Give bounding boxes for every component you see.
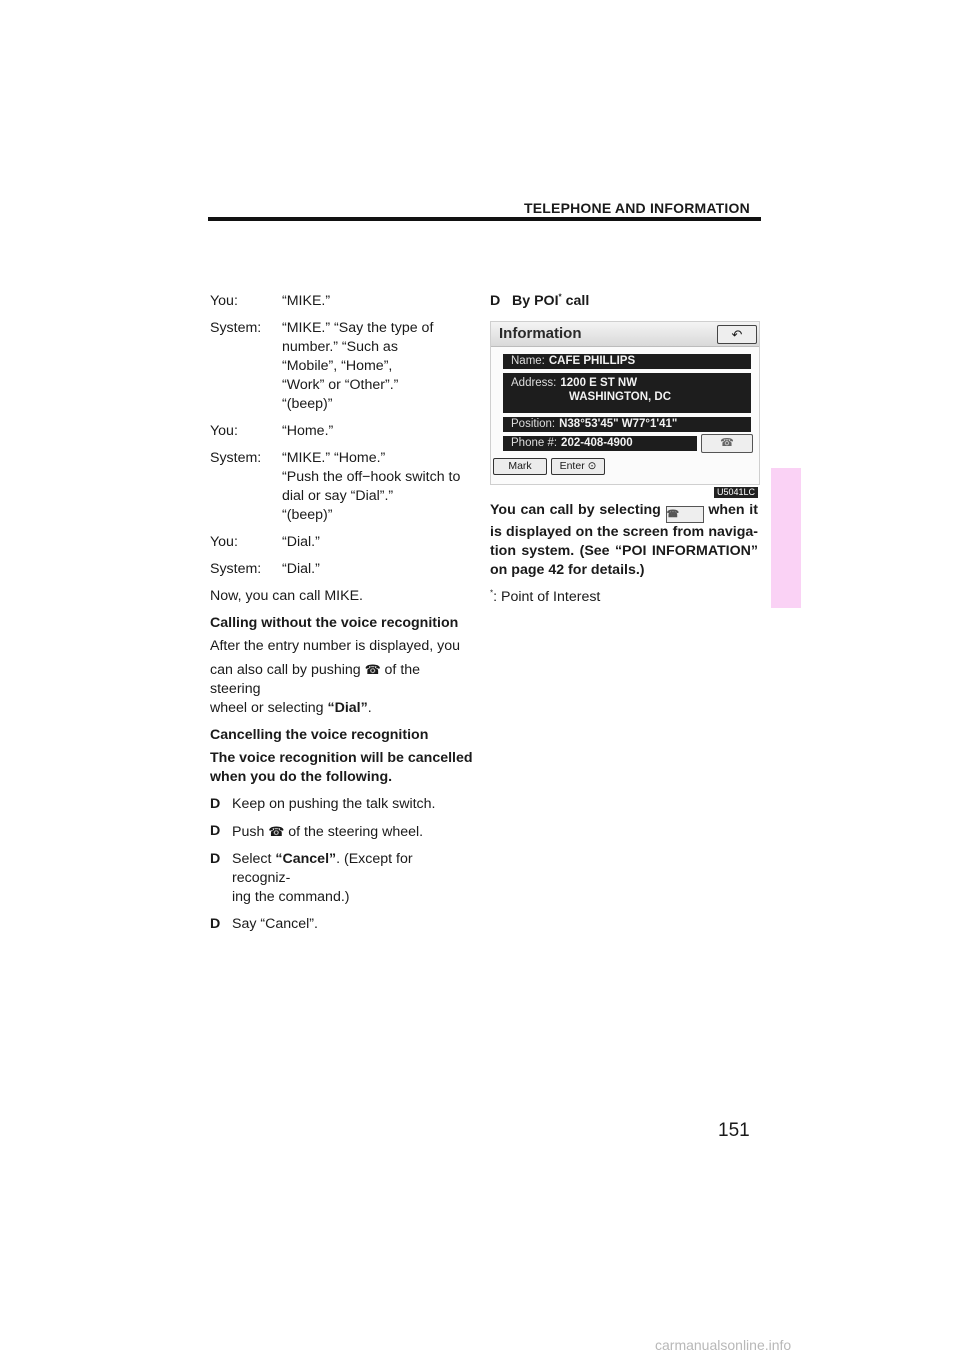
information-screen xyxy=(490,321,760,497)
dialogue-row xyxy=(210,560,474,579)
bullet-text: Select xyxy=(232,851,272,867)
phone-icon: ☎ xyxy=(364,662,381,677)
poi-call-body xyxy=(490,501,758,580)
body-text-b: when it is displayed on the screen from naviga-tion system. (See “POI INFORMATION” on page 42 for details.) xyxy=(490,502,758,578)
phone-label: Phone #: xyxy=(511,437,558,449)
calling-line-2a: can also call by pushing xyxy=(210,662,361,678)
enter-button[interactable]: Enter ⊙ xyxy=(551,458,605,475)
screen-title: Information xyxy=(499,325,582,342)
dialogue-speaker: System: xyxy=(210,320,262,336)
section-tab xyxy=(771,468,801,608)
bullet-text: Push xyxy=(232,824,265,840)
phone-row xyxy=(503,436,697,451)
dial-keyword: “Dial” xyxy=(327,700,368,716)
dialogue-speaker: System: xyxy=(210,450,262,466)
dialogue-line: “MIKE.” “Home.” xyxy=(282,450,386,466)
heading-sup: * xyxy=(558,292,562,302)
bullet-mark: D xyxy=(210,796,221,812)
bullet-mark: D xyxy=(210,851,221,867)
dialogue-line: “Push the off−hook switch to xyxy=(282,469,461,485)
dialogue-line: “Dial.” xyxy=(282,534,320,550)
calling-line-1: After the entry number is displayed, you xyxy=(210,638,460,654)
phone-icon: ☎ xyxy=(268,824,285,839)
dialogue-line: number.” “Such as xyxy=(282,339,398,355)
calling-line-3a: wheel or selecting xyxy=(210,700,324,716)
dialogue-line: “Work” or “Other”.” xyxy=(282,377,399,393)
bullet-item xyxy=(210,822,474,842)
bullet-mark: D xyxy=(490,293,501,309)
heading-text: By POI xyxy=(512,293,559,309)
dialogue-text xyxy=(282,560,474,579)
poi-call-heading xyxy=(490,292,758,311)
bullet-text: of the steering wheel. xyxy=(288,824,424,840)
bullet-mark: D xyxy=(210,916,221,932)
dialogue-line: “MIKE.” “Say the type of xyxy=(282,320,434,336)
dialogue-row xyxy=(210,319,474,414)
dialogue-text xyxy=(282,449,474,525)
body-text-a: You can call by selecting xyxy=(490,502,661,518)
bullet-text: . (Except for recogniz- xyxy=(232,851,413,886)
bullet-mark: D xyxy=(210,823,221,839)
name-label: Name: xyxy=(511,355,545,367)
name-value: CAFE PHILLIPS xyxy=(548,355,636,367)
bullet-text: Say “Cancel”. xyxy=(232,916,318,932)
phone-button-icon: ☎ xyxy=(666,506,704,523)
cancel-intro: The voice recognition will be cancelled when you do the following. xyxy=(210,750,473,785)
left-column xyxy=(210,292,474,942)
calling-paragraph xyxy=(210,637,474,718)
dialogue-line: “MIKE.” xyxy=(282,293,331,309)
now-text: Now, you can call MIKE. xyxy=(210,588,363,604)
dialogue-row xyxy=(210,533,474,552)
dialogue-speaker: You: xyxy=(210,293,238,309)
call-button[interactable]: ☎ xyxy=(701,434,753,453)
cancel-keyword: “Cancel” xyxy=(275,851,337,867)
dialogue-speaker: System: xyxy=(210,561,262,577)
dialogue-text xyxy=(282,533,474,552)
position-row xyxy=(503,417,751,432)
address-label: Address: xyxy=(511,377,557,389)
address-row xyxy=(503,373,751,413)
address-line-1: 1200 E ST NW xyxy=(560,377,638,389)
voice-dialogue xyxy=(210,292,474,579)
watermark: carmanualsonline.info xyxy=(655,1337,792,1353)
cancel-heading: Cancelling the voice recognition xyxy=(210,727,429,743)
screen-titlebar xyxy=(491,322,759,347)
calling-line-2b: of the steering xyxy=(210,662,421,697)
header-title: TELEPHONE AND INFORMATION xyxy=(524,200,750,216)
dialogue-line: “Mobile”, “Home”, xyxy=(282,358,393,374)
heading-text-b: call xyxy=(561,293,590,309)
image-code: U5041LC xyxy=(714,487,758,498)
dialogue-text xyxy=(282,292,474,311)
position-label: Position: xyxy=(511,418,556,430)
calling-heading: Calling without the voice recognition xyxy=(210,615,459,631)
dialogue-row xyxy=(210,422,474,441)
dialogue-line: “(beep)” xyxy=(282,396,333,412)
page-number: 151 xyxy=(718,1120,750,1141)
name-row xyxy=(503,354,751,369)
mark-button[interactable]: Mark xyxy=(493,458,547,475)
footnote-text: : Point of Interest xyxy=(493,589,601,605)
dialogue-line: “Home.” xyxy=(282,423,334,439)
dialogue-line: dial or say “Dial”.” xyxy=(282,488,394,504)
bullet-item xyxy=(210,795,474,814)
dialogue-text xyxy=(282,422,474,441)
dialogue-line: “Dial.” xyxy=(282,561,320,577)
back-button[interactable]: ↶ xyxy=(717,325,757,344)
dialogue-row xyxy=(210,292,474,311)
footnote xyxy=(490,588,758,607)
bullet-text: Keep on pushing the talk switch. xyxy=(232,796,436,812)
bullet-item xyxy=(210,850,474,907)
dialogue-line: “(beep)” xyxy=(282,507,333,523)
calling-line-3b: . xyxy=(367,700,372,716)
bullet-text: ing the command.) xyxy=(232,889,350,905)
footnote-mark: * xyxy=(490,588,494,598)
dialogue-row xyxy=(210,449,474,525)
right-column xyxy=(490,292,758,607)
phone-value: 202-408-4900 xyxy=(561,437,633,449)
position-value: N38°53'45" W77°1'41" xyxy=(559,418,678,430)
dialogue-speaker: You: xyxy=(210,423,238,439)
dialogue-text xyxy=(282,319,474,414)
bullet-item xyxy=(210,915,474,934)
address-line-2: WASHINGTON, DC xyxy=(569,391,672,403)
dialogue-speaker: You: xyxy=(210,534,238,550)
header-rule xyxy=(208,217,761,221)
